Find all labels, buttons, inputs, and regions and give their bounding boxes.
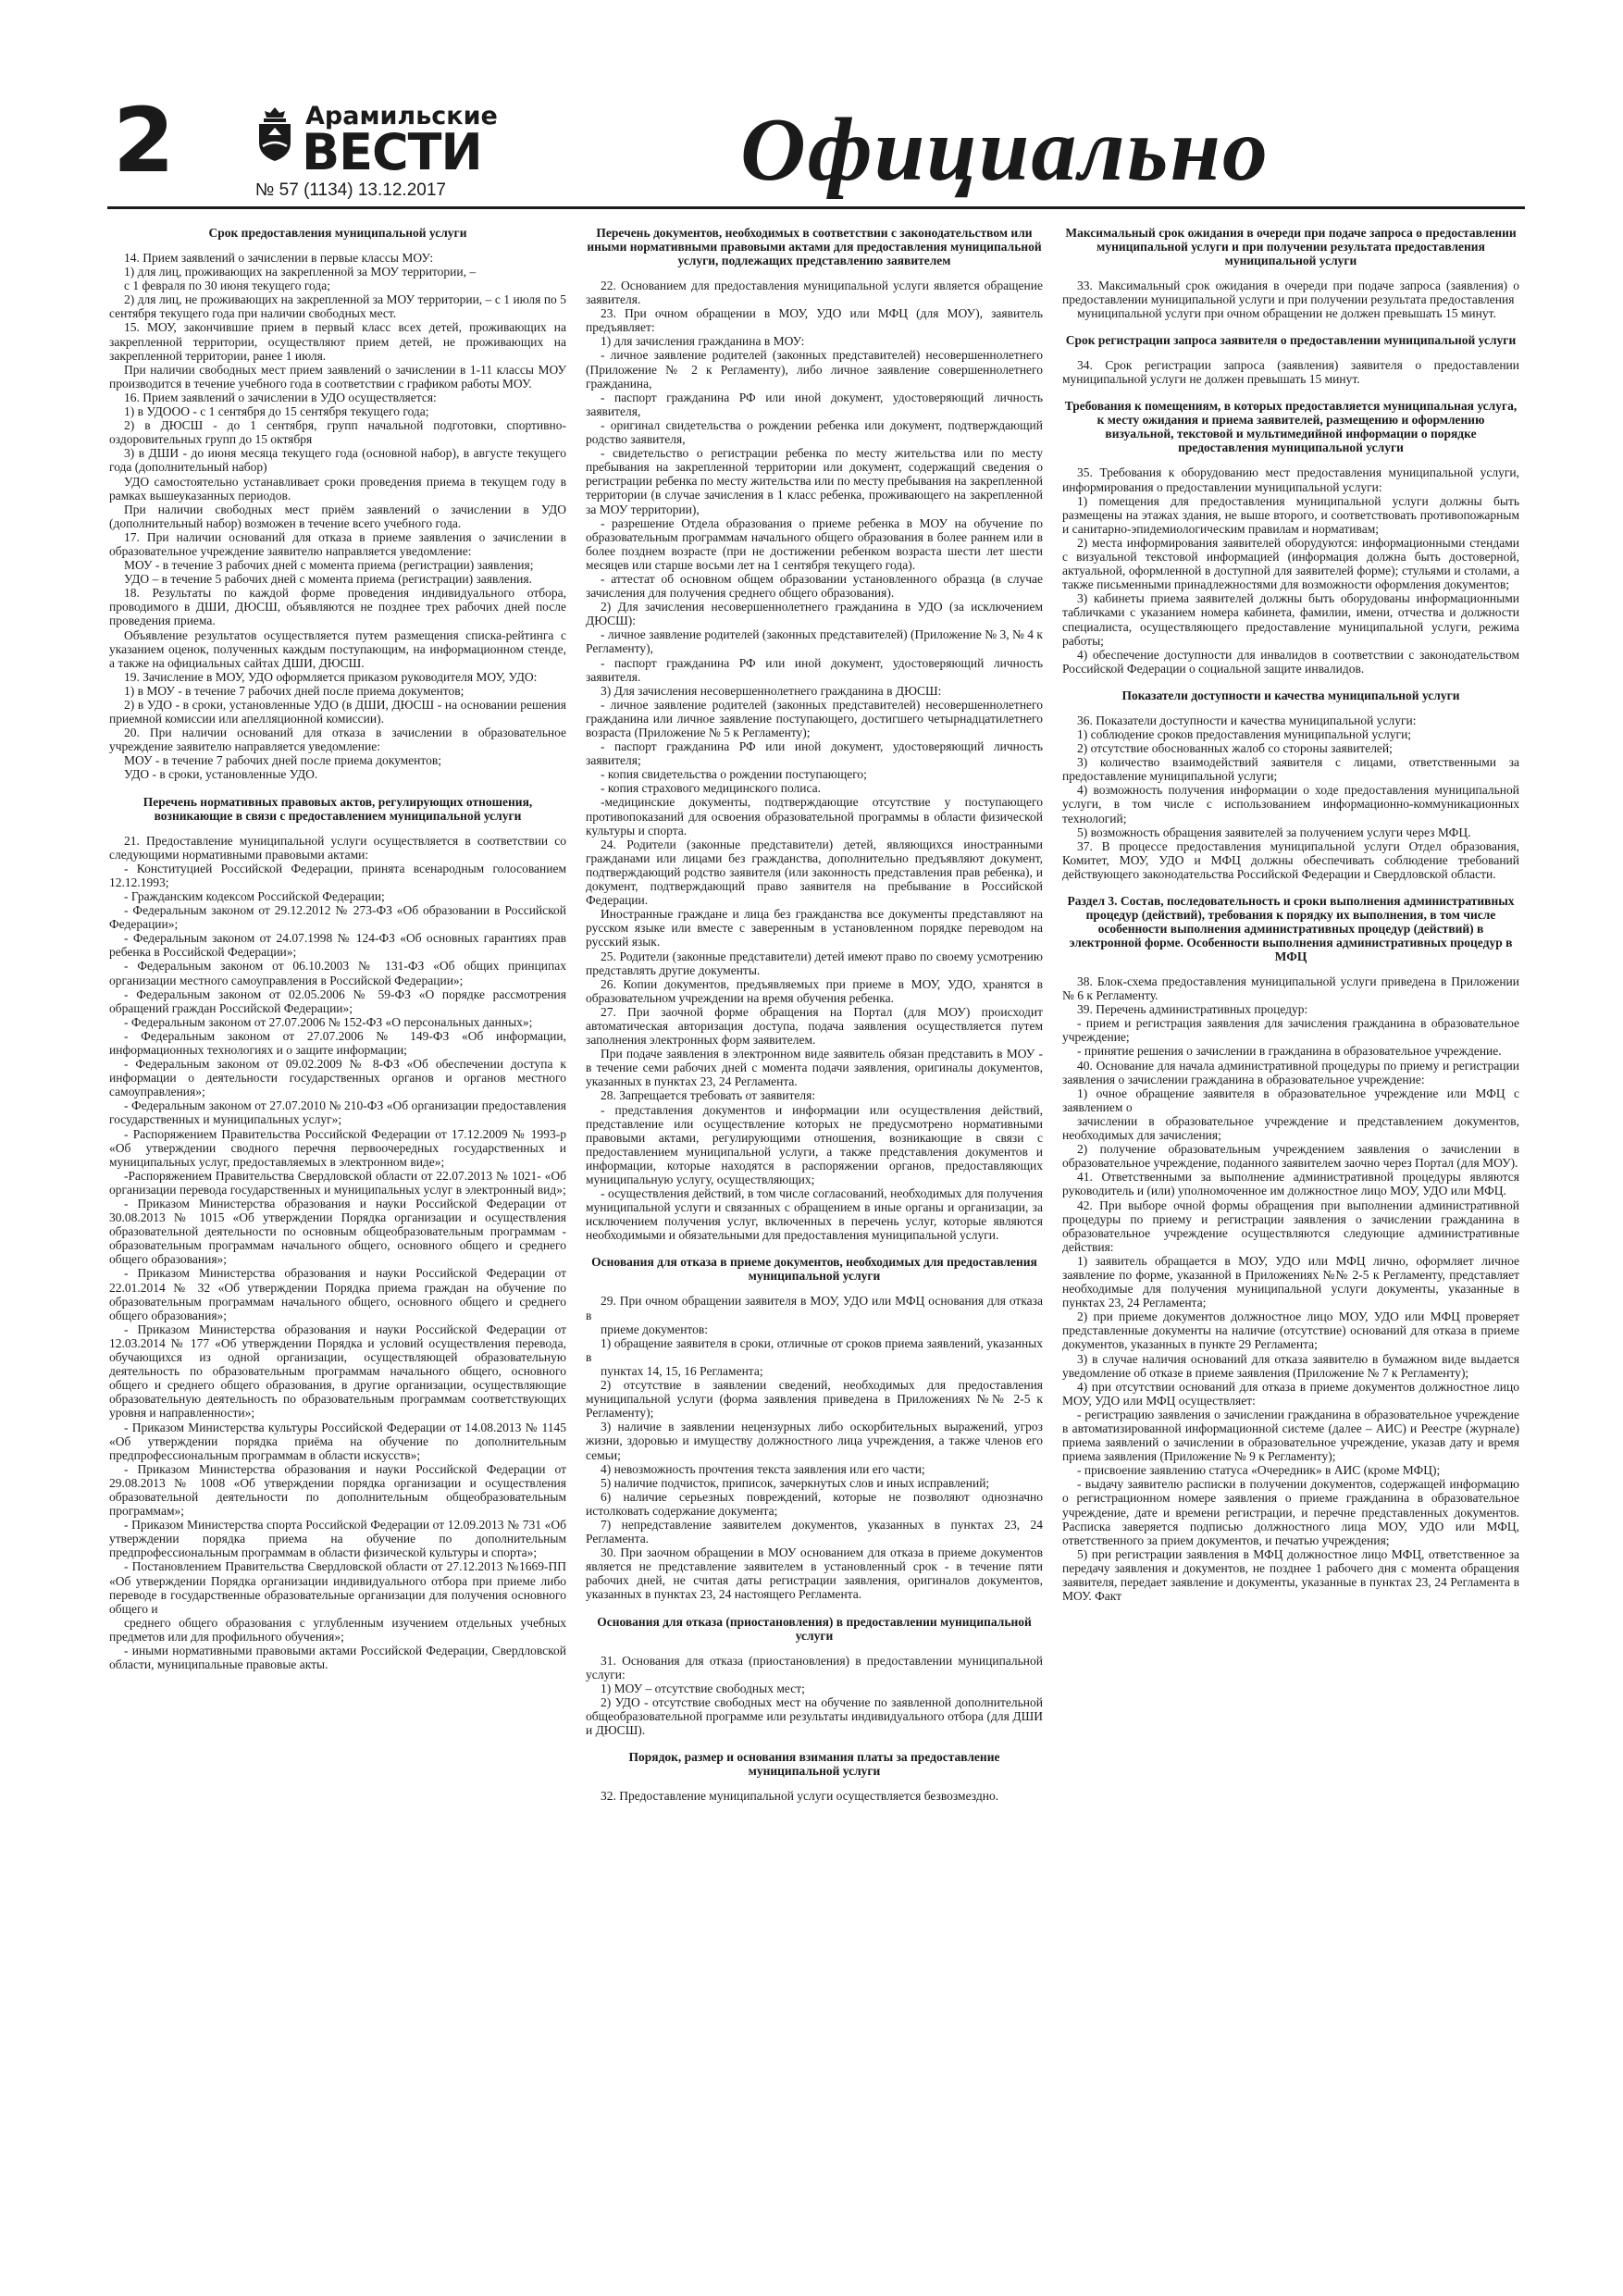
paragraph: 18. Результаты по каждой форме проведения индивидуального отбора, проводимого в ДШИ, ДЮСШ, объявляются не позднее трех рабочих дней после проведения приема.: [109, 586, 566, 628]
section-heading: Основания для отказа (приостановления) в предоставлении муниципальной услуги: [597, 1614, 1032, 1643]
paragraph: 1) в УДООО - с 1 сентября до 15 сентября текущего года;: [124, 404, 429, 419]
paragraph: 39. Перечень административных процедур:: [1077, 1002, 1308, 1017]
paragraph: 1) помещения для предоставления муниципальной услуги должны быть размещены на этажах здания, не выше второго, и соответствовать противопожарным и санитарно-эпидемиологическим правилам и нормативам;: [1062, 493, 1519, 536]
paragraph: - Федеральным законом от 02.05.2006 № 59-ФЗ «О порядке рассмотрения обращений граждан Российской Федерации»;: [109, 987, 566, 1015]
paragraph: 1) соблюдение сроков предоставления муниципальной услуги;: [1077, 726, 1412, 741]
paragraph: - оригинал свидетельства о рождении ребенка или документ, подтверждающий родство заявителя,: [586, 417, 1043, 447]
paragraph: среднего общего образования с углубленным изучением отдельных учебных предметов или для профильного обучения»;: [109, 1615, 566, 1644]
paragraph: - Приказом Министерства спорта Российской Федерации от 12.09.2013 № 731 «Об утверждении порядка приема на обучение по дополнительным предпрофессиональным программам в области физической культуры и спорта»;: [109, 1518, 566, 1560]
paragraph: 32. Предоставление муниципальной услуги осуществляется безвозмездно.: [601, 1789, 999, 1804]
paragraph: - паспорт гражданина РФ или иной документ, удостоверяющий личность заявителя,: [586, 390, 1043, 418]
paragraph: 22. Основанием для предоставления муниципальной услуги является обращение заявителя.: [586, 279, 1043, 307]
paragraph: - Федеральным законом от 27.07.2006 № 152-ФЗ «О персональных данных»;: [124, 1014, 533, 1029]
paragraph: - паспорт гражданина РФ или иной документ, удостоверяющий личность заявителя;: [586, 739, 1043, 768]
paragraph: - прием и регистрация заявления для зачисления гражданина в образовательное учреждение;: [1062, 1016, 1519, 1045]
paragraph: 2) УДО - отсутствие свободных мест на обучение по заявленной дополнительной общеобразовательной программе или результаты индивидуального отбора (для ДШИ и ДЮСШ).: [586, 1694, 1043, 1737]
section-heading: Срок регистрации запроса заявителя о предоставлении муниципальной услуги: [1065, 333, 1517, 348]
paragraph: пунктах 14, 15, 16 Регламента;: [601, 1363, 763, 1378]
paragraph: - Приказом Министерства образования и науки Российской Федерации от 12.03.2014 № 177 «Об утверждении Порядка и условий осуществления перевода, обучающихся из одной организации, осуществляющей образовательную деятельность по образовательным программам начального общего, основного общего и среднего общего образования, в другие организации, осуществляющие образовательную деятельность по образовательным программам соответствующих уровня и направленности»;: [109, 1322, 566, 1421]
paragraph: 17. При наличии оснований для отказа в приеме заявления о зачислении в образовательное учреждение заявителю направляется уведомление:: [109, 529, 566, 558]
paragraph: - свидетельство о регистрации ребенка по месту жительства или по месту пребывания на закрепленной территории или документ, содержащий сведения о регистрации ребенка по месту жительства или по месту пребывания на закрепленной территории (в случае зачисления в 1 класс ребенка, проживающего на закрепленной за МОУ территории),: [586, 446, 1043, 516]
paragraph: 2) отсутствие в заявлении сведений, необходимых для предоставления муниципальной услуги (форма заявления приведена в Приложениях №№ 2-5 к Регламенту);: [586, 1378, 1043, 1421]
paragraph: УДО самостоятельно устанавливает сроки проведения приема в текущем году в рамках вышеуказанных периодов.: [109, 474, 566, 503]
section-heading: Основания для отказа в приеме документов, необходимых для предоставления муниципальной услуги: [591, 1255, 1037, 1284]
section-heading: Перечень документов, необходимых в соответствии с законодательством или иными нормативными правовыми актами для предоставления муниципальной услуги, подлежащих представлению заявителем: [587, 226, 1042, 267]
paragraph: 14. Прием заявлений о зачислении в первые классы МОУ:: [124, 251, 434, 265]
paragraph: муниципальной услуги при очном обращении не должен превышать 15 минут.: [1077, 306, 1496, 321]
section-heading: Максимальный срок ожидания в очереди при подаче запроса о предоставлении муниципальной услуги и при получении результата предоставления муниципальной услуги: [1065, 226, 1517, 267]
paragraph: - личное заявление родителей (законных представителей) несовершеннолетнего гражданина или личное заявление поступающего, достигшего четырнадцатилетнего возраста (Приложение № 5 к Регламенту);: [586, 697, 1043, 739]
paragraph: - копия страхового медицинского полиса.: [601, 781, 822, 796]
paragraph: -медицинские документы, подтверждающие отсутствие у поступающего противопоказаний для освоения образовательной программы в области физической культуры и спорта.: [586, 795, 1043, 838]
paragraph: 40. Основание для начала административной процедуры по приему и регистрации заявления о зачислении гражданина в образовательное учреждение:: [1062, 1058, 1519, 1086]
paragraph: - паспорт гражданина РФ или иной документ, удостоверяющий личность заявителя.: [586, 655, 1043, 684]
brand-subtitle: Арамильские: [305, 102, 498, 130]
paragraph: - Приказом Министерства образования и науки Российской Федерации от 22.01.2014 № 32 «Об утверждении Порядка приема граждан на обучение по образовательным программам начального общего, основного общего и среднего общего образования»;: [109, 1266, 566, 1322]
section-heading: Порядок, размер и основания взимания платы за предоставление муниципальной услуги: [628, 1750, 1000, 1779]
paragraph: - Федеральным законом от 09.02.2009 № 8-ФЗ «Об обеспечении доступа к информации о деятельности государственных органов и органов местного самоуправления»;: [109, 1057, 566, 1099]
text-column-3: [1062, 226, 1519, 2206]
paragraph: 42. При выборе очной формы обращения при выполнении административной процедуры по приему и регистрации заявления о зачислении гражданина в образовательное учреждение осуществляются следующие административные действия:: [1062, 1198, 1519, 1254]
paragraph: 2) в УДО - в сроки, установленные УДО (в ДШИ, ДЮСШ - на основании решения приемной комиссии или апелляционной комиссии).: [109, 698, 566, 726]
paragraph: МОУ - в течение 7 рабочих дней после приема документов;: [124, 753, 441, 768]
section-heading: Требования к помещениям, в которых предоставляется муниципальная услуга, к месту ожидания и приема заявителей, размещению и оформлению визуальной, текстовой и мультимедийной информации о порядке предоставления муниципальной услуги: [1064, 399, 1518, 455]
paragraph: 26. Копии документов, предъявляемых при приеме в МОУ, УДО, хранятся в образовательном учреждении на время обучения ребенка.: [586, 976, 1043, 1005]
text-column-2: [586, 226, 1043, 2206]
paragraph: 15. МОУ, закончившие прием в первый класс всех детей, проживающих на закрепленной территории, осуществляют прием детей, не проживающих на закрепленной территории, ранее 1 июля.: [109, 320, 566, 363]
paragraph: - Федеральным законом от 29.12.2012 № 273-ФЗ «Об образовании в Российской Федерации»;: [109, 903, 566, 932]
paragraph: 3) кабинеты приема заявителей должны быть оборудованы информационными табличками с указанием номера кабинета, фамилии, имени, отчества и должности специалиста, осуществляющего предоставление муниципальной услуги, режима работы;: [1062, 591, 1519, 648]
paragraph: 4) при отсутствии оснований для отказа в приеме документов должностное лицо МОУ, УДО или МФЦ осуществляет:: [1062, 1379, 1519, 1408]
paragraph: 3) в случае наличия оснований для отказа заявителю в бумажном виде выдается уведомление об отказе в приеме заявления (Приложение № 7 к Регламенту);: [1062, 1351, 1519, 1380]
paragraph: 4) возможность получения информации о ходе предоставления муниципальной услуги, в том числе с использованием информационно-коммуникационных технологий;: [1062, 783, 1519, 825]
paragraph: При наличии свободных мест прием заявлений о зачислении в 1-11 классы МОУ производится в течение учебного года в соответствии с графиком работы МОУ.: [109, 362, 566, 391]
masthead: [0, 0, 1623, 208]
paragraph: 4) обеспечение доступности для инвалидов в соответствии с законодательством Российской Федерации о социальной защите инвалидов.: [1062, 647, 1519, 676]
header-divider: [107, 206, 1525, 209]
paragraph: - принятие решения о зачислении в гражданина в образовательное учреждение.: [1077, 1044, 1502, 1059]
paragraph: 3) Для зачисления несовершеннолетнего гражданина в ДЮСШ:: [601, 683, 942, 698]
paragraph: - копия свидетельства о рождении поступающего;: [601, 767, 867, 782]
paragraph: 16. Прием заявлений о зачислении в УДО осуществляется:: [124, 390, 437, 404]
paragraph: 20. При наличии оснований для отказа в зачислении в образовательное учреждение заявителю направляется уведомление:: [109, 726, 566, 754]
newspaper-logo: [248, 100, 498, 202]
paragraph: - Приказом Министерства образования и науки Российской Федерации от 29.08.2013 № 1008 «Об утверждении порядка организации и осуществления образовательной деятельности по дополнительным общеобразовательным программам»;: [109, 1461, 566, 1519]
issue-number-date: № 57 (1134) 13.12.2017: [255, 180, 446, 200]
paragraph: 4) невозможность прочтения текста заявления или его части;: [601, 1461, 925, 1476]
paragraph: 23. При очном обращении в МОУ, УДО или МФЦ (для МОУ), заявитель предъявляет:: [586, 306, 1043, 335]
paragraph: - Конституцией Российской Федерации, принята всенародным голосованием 12.12.1993;: [109, 861, 566, 889]
paragraph: МОУ - в течение 3 рабочих дней с момента приема (регистрации) заявления;: [124, 558, 534, 573]
paragraph: Иностранные граждане и лица без гражданства все документы представляют на русском языке или вместе с заверенным в установленном порядке переводом на русский язык.: [586, 907, 1043, 949]
paragraph: - аттестат об основном общем образовании установленного образца (в случае зачисления для получения среднего общего образования).: [586, 571, 1043, 601]
paragraph: 21. Предоставление муниципальной услуги осуществляется в соответствии со следующими нормативными правовыми актами:: [109, 833, 566, 862]
paragraph: 3) в ДШИ - до июня месяца текущего года (основной набор), в августе текущего года (дополнительный набор): [109, 446, 566, 475]
section-heading: Раздел 3. Состав, последовательность и сроки выполнения административных процедур (действий), требования к порядку их выполнения, в том числе особенности выполнения административных процедур (действий) в электронной форме. Особенности выполнения административных процедур в МФЦ: [1067, 894, 1515, 963]
paragraph: 37. В процессе предоставления муниципальной услуги Отдел образования, Комитет, МОУ, УДО и МФЦ должны обеспечивать соблюдение требований действующего законодательства Российской Федерации и Свердловской области.: [1062, 838, 1519, 881]
paragraph: - Распоряжением Правительства Российской Федерации от 17.12.2009 № 1993-р «Об утверждении сводного перечня первоочередных государственных и муниципальных услуг, предоставляемых в электронном виде»;: [109, 1126, 566, 1169]
paragraph: При наличии свободных мест приём заявлений о зачислении в УДО (дополнительный набор) возможен в течение всего учебного года.: [109, 502, 566, 530]
paragraph: - регистрацию заявления о зачислении гражданина в образовательное учреждение в автоматизированной информационной системе (далее – АИС) и Реестре (журнале) приема заявлений о зачислении в образовательное учреждение, указав дату и время приема заявления (Приложение № 9 к Регламенту);: [1062, 1407, 1519, 1464]
paragraph: - выдачу заявителю расписки в получении документов, содержащей информацию о регистрационном номере заявления о приеме гражданина в образовательное учреждение, дате и времени регистрации, и перечне представленных документов. Расписка заверяется подписью должностного лица МОУ, УДО или МФЦ, ответственного за прием документов, и печатью учреждения;: [1062, 1477, 1519, 1547]
paragraph: УДО - в сроки, установленные УДО.: [124, 767, 318, 782]
paragraph: 1) заявитель обращается в МОУ, УДО или МФЦ лично, оформляет личное заявление по форме, указанной в Приложениях №№ 2-5 к Регламенту, представляет необходимые для получения муниципальной услуги документы, указанные в пунктах 23, 24 Регламента;: [1062, 1253, 1519, 1310]
paragraph: 5) наличие подчисток, приписок, зачеркнутых слов и иных исправлений;: [601, 1475, 990, 1490]
paragraph: - Приказом Министерства образования и науки Российской Федерации от 30.08.2013 № 1015 «Об утверждении Порядка организации и осуществления образовательной деятельности по основным общеобразовательным программам - образовательным программам начального общего, основного общего и среднего общего образования»;: [109, 1197, 566, 1267]
paragraph: 1) очное обращение заявителя в образовательное учреждение или МФЦ с заявлением о: [1062, 1086, 1519, 1114]
paragraph: 36. Показатели доступности и качества муниципальной услуги:: [1077, 713, 1417, 727]
paragraph: - разрешение Отдела образования о приеме ребенка в МОУ на обучение по образовательным программам начального общего образования в более раннем или в более позднем возрасте (при не достижении ребенком возраста шести лет шести месяцев или старше восьми лет на 1 сентября текущего года).: [586, 515, 1043, 572]
paragraph: 5) при регистрации заявления в МФЦ должностное лицо МФЦ, ответственное за передачу заявления и документов, не позднее 1 рабочего дня с момента обращения заявителя, передает заявление и документы, указанные в пунктах 23, 24 Регламента в МОУ. Факт: [1062, 1546, 1519, 1604]
paragraph: - Федеральным законом от 06.10.2003 № 131-ФЗ «Об общих принципах организации местного самоуправления в Российской Федерации»;: [109, 959, 566, 987]
paragraph: 7) непредставление заявителем документов, указанных в пунктах 23, 24 Регламента.: [586, 1517, 1043, 1546]
text-column-1: [109, 226, 566, 2206]
paragraph: 2) для лиц, не проживающих на закрепленной за МОУ территории, – с 1 июля по 5 сентября текущего года при наличии свободных мест.: [109, 292, 566, 321]
section-heading: Срок предоставления муниципальной услуги: [208, 226, 467, 240]
paragraph: - Гражданским кодексом Российской Федерации;: [124, 888, 385, 903]
paragraph: - Федеральным законом от 27.07.2010 № 210-ФЗ «Об организации предоставления государственных и муниципальных услуг»;: [109, 1098, 566, 1127]
paragraph: - присвоение заявлению статуса «Очередник» в АИС (кроме МФЦ);: [1077, 1463, 1441, 1478]
paragraph: -Распоряжением Правительства Свердловской области от 22.07.2013 № 1021- «Об организации перевода государственных и муниципальных услуг в электронный вид»;: [109, 1168, 566, 1197]
paragraph: - Приказом Министерства культуры Российской Федерации от 14.08.2013 № 1145 «Об утверждении порядка приёма на обучение по дополнительным предпрофессиональным программам в области искусств»;: [109, 1420, 566, 1462]
page-number: 2: [113, 89, 175, 192]
paragraph: 3) наличие в заявлении нецензурных либо оскорбительных выражений, угроз жизни, здоровью и имуществу должностного лица учреждения, а также членов его семьи;: [586, 1420, 1043, 1462]
paragraph: 24. Родители (законные представители) детей, являющихся иностранными гражданами или лицами без гражданства, дополнительно предъявляют документ, подтверждающий родство заявителя (или законность представления прав ребенка), и документ, подтверждающий право заявителя на пребывание в Российской Федерации.: [586, 837, 1043, 908]
paragraph: 19. Зачисление в МОУ, УДО оформляется приказом руководителя МОУ, УДО:: [124, 669, 538, 684]
paragraph: 2) Для зачисления несовершеннолетнего гражданина в УДО (за исключением ДЮСШ):: [586, 600, 1043, 628]
section-heading: Показатели доступности и качества муниципальной услуги: [1121, 688, 1460, 702]
paragraph: 35. Требования к оборудованию мест предоставления муниципальной услуги, информирования о предоставлении муниципальной услуги:: [1062, 465, 1519, 494]
paragraph: 41. Ответственными за выполнение административной процедуры являются руководитель и (или) уполномоченное им должностное лицо МОУ, УДО или МФЦ.: [1062, 1170, 1519, 1198]
paragraph: приеме документов:: [601, 1322, 709, 1336]
paragraph: 1) в МОУ - в течение 7 рабочих дней после приема документов;: [124, 683, 465, 698]
paragraph: 29. При очном обращении заявителя в МОУ, УДО или МФЦ основания для отказа в: [586, 1294, 1043, 1322]
paragraph: Объявление результатов осуществляется путем размещения списка-рейтинга с указанием оценок, полученных каждым поступающим, на информационном стенде, а также на официальных сайтах ДШИ, ДЮСШ.: [109, 627, 566, 670]
paragraph: 3) количество взаимодействий заявителя с лицами, ответственными за предоставление муниципальной услуги;: [1062, 755, 1519, 784]
paragraph: 1) для зачисления гражданина в МОУ:: [601, 334, 805, 349]
paragraph: - личное заявление родителей (законных представителей) несовершеннолетнего (Приложение № 2 к Регламенту), либо личное заявление совершеннолетнего гражданина,: [586, 348, 1043, 391]
section-title: Официально: [740, 100, 1270, 200]
paragraph: - личное заявление родителей (законных представителей) (Приложение № 3, № 4 к Регламенту),: [586, 627, 1043, 656]
paragraph: 2) места информирования заявителей оборудуются: информационными стендами с визуальной текстовой информацией (информация должна быть достоверной, актуальной, оформленной в доступной для заявителей форме); стульями и столами, а также письменными принадлежностями для возможности оформления документов;: [1062, 535, 1519, 592]
paragraph: 34. Срок регистрации запроса (заявления) заявителя о предоставлении муниципальной услуги не должен превышать 15 минут.: [1062, 358, 1519, 387]
paragraph: - представления документов и информации или осуществления действий, представление или осуществление которых не предусмотрено нормативными правовыми актами, регулирующими отношения, возникающие в связи с предоставлением муниципальной услуги, а также представления документов и информации, которые находятся в распоряжении органов, предоставляющих муниципальную услугу, осуществляющих;: [586, 1102, 1043, 1186]
paragraph: 27. При заочной форме обращения на Портал (для МОУ) происходит автоматическая авторизация доступа, подача заявления осуществляется путем заполнения электронных форм заявителем.: [586, 1004, 1043, 1048]
paragraph: 33. Максимальный срок ожидания в очереди при подаче запроса (заявления) о предоставлении муниципальной услуги и при получении результата предоставления: [1062, 279, 1519, 307]
paragraph: - осуществления действий, в том числе согласований, необходимых для получения муниципальной услуги и связанных с обращением в иные органы и организации, за исключением получения услуг, включенных в перечень услуг, которые являются необходимыми и обязательными для предоставления муниципальной услуги.: [586, 1186, 1043, 1243]
paragraph: - Постановлением Правительства Свердловской области от 27.12.2013 №1669-ПП «Об утверждении Порядка организации индивидуального отбора при приеме либо переводе в государственные образовательные организации для получения основного общего и: [109, 1559, 566, 1616]
paragraph: 31. Основания для отказа (приостановления) в предоставлении муниципальной услуги:: [586, 1653, 1043, 1682]
paragraph: При подаче заявления в электронном виде заявитель обязан представить в МОУ - в течение семи рабочих дней с момента подачи заявления, оригиналы документов, указанных в пунктах 23, 24 Регламента.: [586, 1047, 1043, 1089]
paragraph: УДО – в течение 5 рабочих дней с момента приема (регистрации) заявления.: [124, 572, 532, 587]
paragraph: 5) возможность обращения заявителей за получением услуги через МФЦ.: [1077, 825, 1471, 839]
paragraph: 25. Родители (законные представители) детей имеют право по своему усмотрению представлять другие документы.: [586, 949, 1043, 977]
paragraph: - иными нормативными правовыми актами Российской Федерации, Свердловской области, муниципальные правовые акты.: [109, 1644, 566, 1672]
paragraph: с 1 февраля по 30 июня текущего года;: [124, 279, 331, 293]
paragraph: 2) при приеме документов должностное лицо МОУ, УДО или МФЦ проверяет представленные документы на наличие (отсутствие) оснований для отказа в приеме документов, указанных в пункте 29 Регламента;: [1062, 1309, 1519, 1352]
paragraph: - Федеральным законом от 27.07.2006 № 149-ФЗ «Об информации, информационных технологиях и о защите информации;: [109, 1028, 566, 1057]
paragraph: 6) наличие серьезных повреждений, которые не позволяют однозначно истолковать содержание документа;: [586, 1489, 1043, 1518]
paragraph: 28. Запрещается требовать от заявителя:: [601, 1088, 816, 1103]
paragraph: 2) получение образовательным учреждением заявления о зачислении в образовательное учреждение, поданного заявителем заочно через Портал (для МОУ).: [1062, 1142, 1519, 1171]
paragraph: 2) отсутствие обоснованных жалоб со стороны заявителей;: [1077, 741, 1393, 756]
section-heading: Перечень нормативных правовых актов, регулирующих отношения, возникающие в связи с предоставлением муниципальной услуги: [142, 794, 533, 823]
paragraph: 1) обращение заявителя в сроки, отличные от сроков приема заявлений, указанных в: [586, 1335, 1043, 1364]
paragraph: 1) для лиц, проживающих на закрепленной за МОУ территории, –: [124, 265, 477, 279]
paragraph: 30. При заочном обращении в МОУ основанием для отказа в приеме документов является не представление заявителем в установленный срок - в течение пяти рабочих дней, не считая даты регистрации заявления, оригиналов документов, указанных в пунктах 23, 24 настоящего Регламента.: [586, 1545, 1043, 1602]
brand-title: ВЕСТИ: [302, 123, 482, 181]
paragraph: зачислении в образовательное учреждение и представлением документов, необходимых для зачисления;: [1062, 1113, 1519, 1143]
coat-of-arms-icon: [255, 105, 294, 163]
paragraph: - Федеральным законом от 24.07.1998 № 124-ФЗ «Об основных гарантиях прав ребенка в Российской Федерации»;: [109, 931, 566, 960]
paragraph: 1) МОУ – отсутствие свободных мест;: [601, 1681, 805, 1695]
paragraph: 2) в ДЮСШ - до 1 сентября, групп начальной подготовки, спортивно-оздоровительных групп до 15 октября: [109, 418, 566, 447]
paragraph: 38. Блок-схема предоставления муниципальной услуги приведена в Приложении № 6 к Регламенту.: [1062, 974, 1519, 1003]
